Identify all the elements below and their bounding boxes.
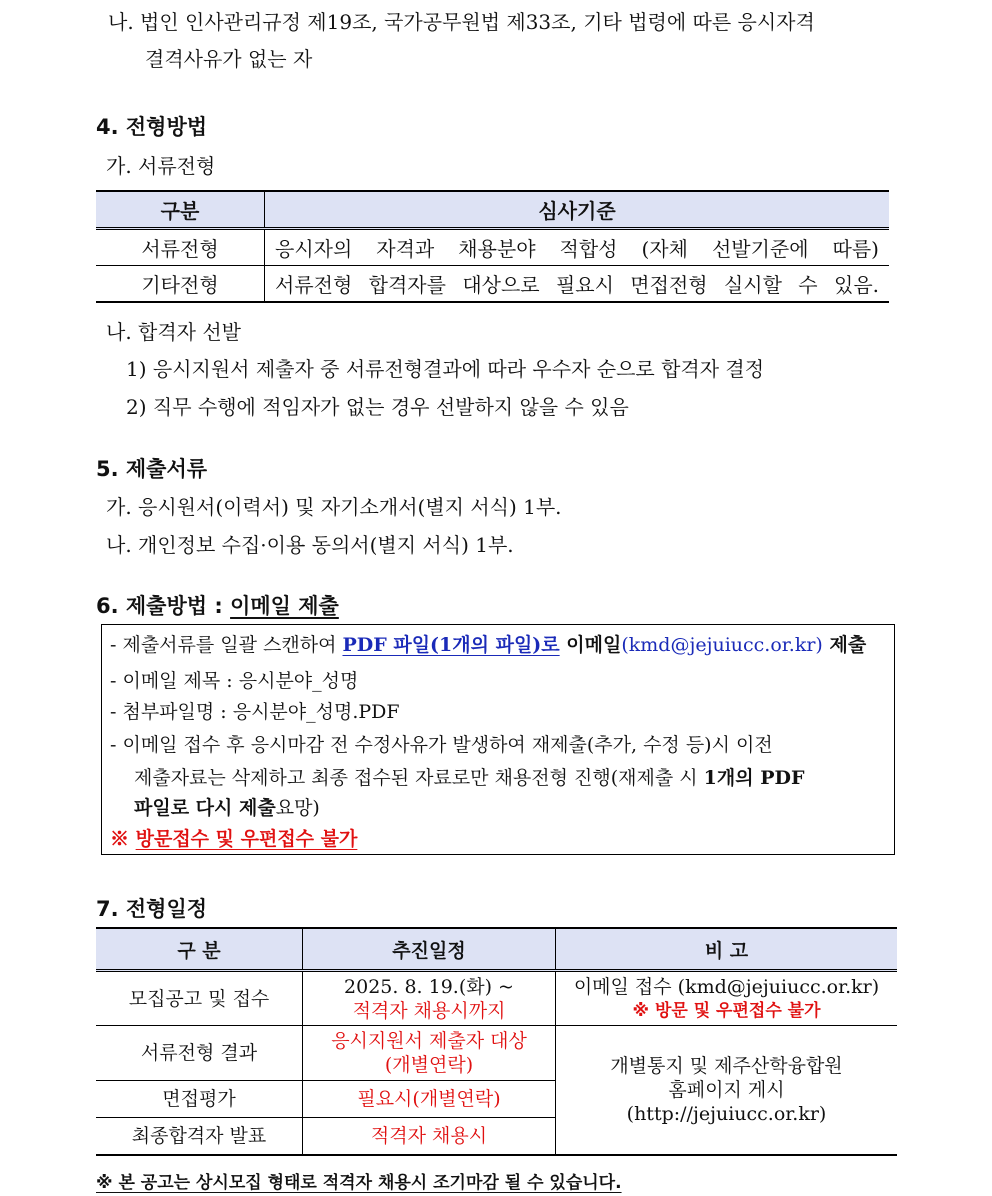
column-header-note: 비 고 [556,928,898,971]
instruction-line: - 이메일 접수 후 응시마감 전 수정사유가 발생하여 재제출(추가, 수정 등)시 이전 [110,734,773,756]
instruction-line: - 첨부파일명 : 응시분야_성명.PDF [110,701,400,723]
column-header-category: 구 분 [96,928,303,971]
table-row [96,1026,897,1081]
table-header-row [96,928,897,971]
row-category: 기타전형 [96,266,265,303]
note-warning: ※ 방문 및 우편접수 불가 [632,1000,821,1021]
warning-line [110,824,357,851]
column-header-schedule: 추진일정 [303,928,556,971]
section-title-selection-method: 4. 전형방법 [96,115,208,139]
instruction-line [134,793,320,820]
qualification-item-na: 나. 법인 인사관리규정 제19조, 국가공무원법 제33조, 기타 법령에 따른 응시자격 [108,10,815,34]
submission-instructions-box [101,624,895,855]
list-item: 2) 직무 수행에 적임자가 없는 경우 선발하지 않을 수 있음 [126,395,629,419]
subsection-final-selection: 나. 합격자 선발 [106,320,241,344]
schedule-date: 2025. 8. 19.(화) ~ [344,975,514,998]
table-row [96,266,889,303]
title-emphasis: 이메일 제출 [230,594,339,618]
instruction-text: - 제출서류를 일괄 스캔하여 [110,634,343,656]
section-title-submission-method [96,590,339,620]
note-text: 개별통지 및 제주산학융합원 [610,1054,843,1077]
row-schedule: 적격자 채용시 [303,1118,556,1155]
title-prefix: 6. 제출방법 : [96,594,231,618]
row-note [556,971,898,1026]
note-text: 홈페이지 게시 [668,1078,785,1101]
schedule-until: 적격자 채용시까지 [352,999,506,1022]
row-category: 모집공고 및 접수 [96,971,303,1026]
schedule-text: 응시지원서 제출자 대상 [331,1030,527,1052]
instruction-emphasis: 1개의 PDF [703,767,805,789]
table-row [96,229,889,266]
screening-criteria-table [96,190,889,303]
row-schedule [303,971,556,1026]
schedule-table [96,927,897,1156]
note-email: 이메일 접수 (kmd@jejuiucc.or.kr) [573,975,880,998]
row-category: 최종합격자 발표 [96,1118,303,1155]
submit-label: 제출 [822,634,867,656]
list-item: 가. 응시원서(이력서) 및 자기소개서(별지 서식) 1부. [106,495,562,519]
pdf-file-note: PDF 파일(1개의 파일)로 [342,634,560,656]
row-schedule: 필요시(개별연락) [303,1081,556,1118]
footnote: ※ 본 공고는 상시모집 형태로 적격자 채용시 조기마감 될 수 있습니다. [96,1173,622,1193]
warning-text: 방문접수 및 우편접수 불가 [135,828,358,850]
table-row [96,971,897,1026]
list-item: 1) 응시지원서 제출자 중 서류전형결과에 따라 우수자 순으로 합격자 결정 [126,357,765,381]
row-category: 서류전형 [96,229,265,266]
row-category: 서류전형 결과 [96,1026,303,1081]
section-title-documents: 5. 제출서류 [96,457,208,481]
row-criteria: 응시자의 자격과 채용분야 적합성 (자체 선발기준에 따름) [265,229,890,266]
table-header-row [96,191,889,229]
row-schedule [303,1026,556,1081]
schedule-text: (개별연락) [384,1054,474,1076]
instruction-text: 제출자료는 삭제하고 최종 접수된 자료로만 채용전형 진행(재제출 시 [134,767,704,789]
column-header-criteria: 심사기준 [265,191,890,229]
list-item: 나. 개인정보 수집·이용 동의서(별지 서식) 1부. [106,533,514,557]
instruction-line: - 이메일 제목 : 응시분야_성명 [110,670,359,692]
row-criteria: 서류전형 합격자를 대상으로 필요시 면접전형 실시할 수 있음. [265,266,890,303]
column-header-category: 구분 [96,191,265,229]
reference-mark-icon: ※ [110,828,136,850]
homepage-url: (http://jejuiucc.or.kr) [626,1102,827,1125]
instruction-line [110,630,866,657]
row-category: 면접평가 [96,1081,303,1118]
instruction-line [134,763,804,790]
email-label: 이메일 [559,634,622,656]
instruction-emphasis: 파일로 다시 제출 [134,797,276,819]
email-address: (kmd@jejuiucc.or.kr) [621,634,823,656]
instruction-text: 요망) [275,797,320,819]
section-title-schedule: 7. 전형일정 [96,897,208,921]
qualification-item-na-cont: 결격사유가 없는 자 [145,47,313,71]
subsection-document-screening: 가. 서류전형 [106,154,216,178]
merged-note-cell [556,1026,898,1155]
